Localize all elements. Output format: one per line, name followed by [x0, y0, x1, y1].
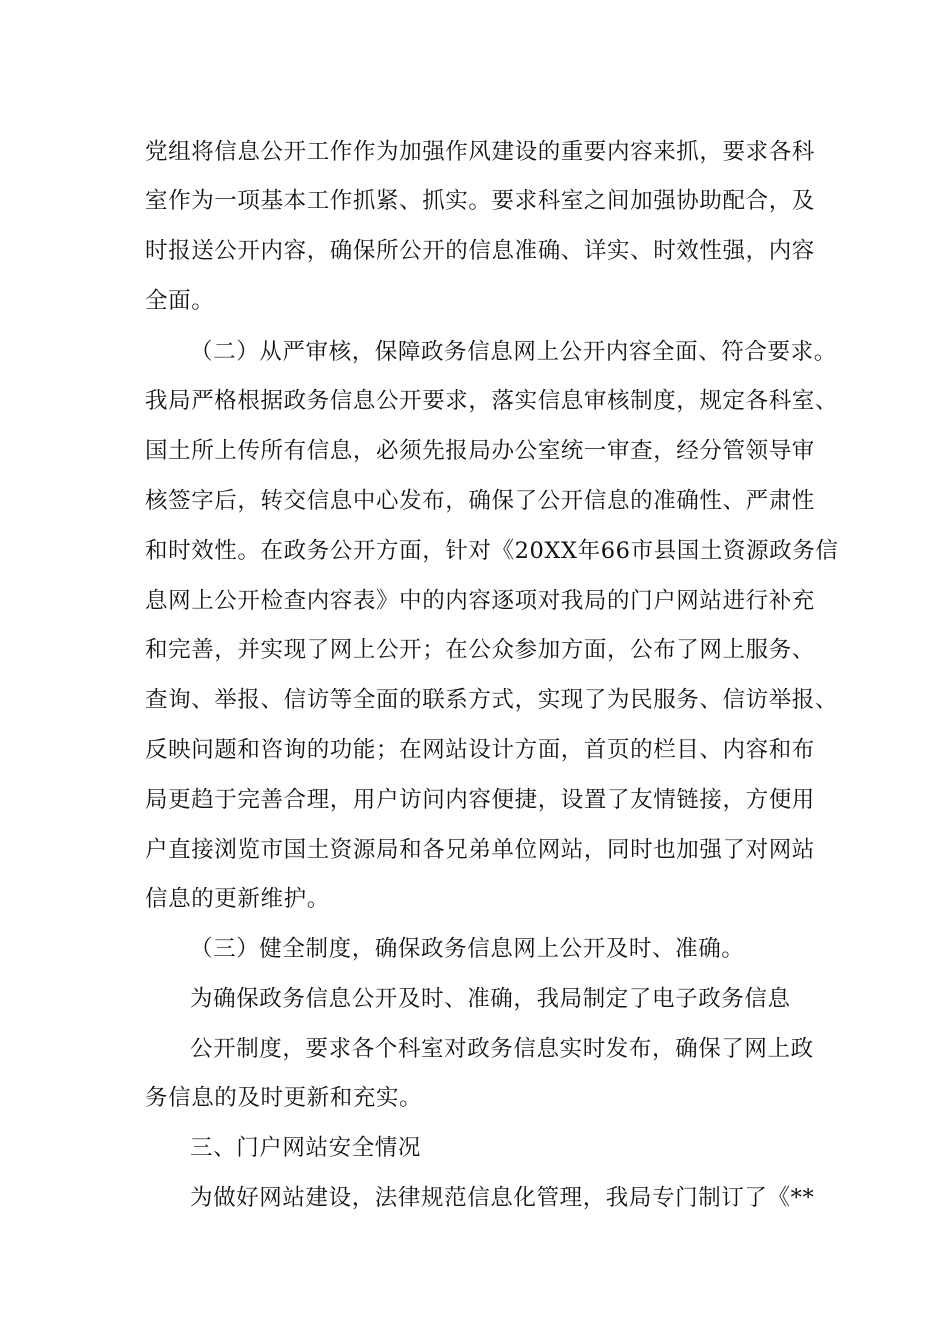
text-line: 户直接浏览市国土资源局和各兄弟单位网站，同时也加强了对网站	[145, 837, 815, 863]
text-line: 室作为一项基本工作抓紧、抓实。要求科室之间加强协助配合，及	[145, 188, 815, 214]
text-line: 国土所上传所有信息，必须先报局办公室统一审查，经分管领导审	[145, 438, 815, 464]
text-line: 党组将信息公开工作作为加强作风建设的重要内容来抓，要求各科	[145, 139, 815, 165]
text-line: 和完善，并实现了网上公开；在公众参加方面，公布了网上服务、	[145, 637, 815, 663]
text-line: 为确保政务信息公开及时、准确，我局制定了电子政务信息	[190, 986, 791, 1012]
text-line: 信息的更新维护。	[145, 886, 330, 912]
text-line: 反映问题和咨询的功能；在网站设计方面，首页的栏目、内容和布	[145, 737, 815, 763]
section-heading: （二）从严审核，保障政务信息网上公开内容全面、符合要求。	[190, 339, 837, 365]
text-line: 为做好网站建设，法律规范信息化管理，我局专门制订了《**	[190, 1185, 815, 1211]
text-line: 时报送公开内容，确保所公开的信息准确、详实、时效性强，内容	[145, 238, 815, 264]
text-line: 核签字后，转交信息中心发布，确保了公开信息的准确性、严肃性	[145, 488, 815, 514]
text-line: 全面。	[145, 288, 215, 314]
section-heading: （三）健全制度，确保政务信息网上公开及时、准确。	[190, 936, 745, 962]
text-line: 查询、举报、信访等全面的联系方式，实现了为民服务、信访举报、	[145, 687, 839, 713]
text-line: 息网上公开检查内容表》中的内容逐项对我局的门户网站进行补充	[145, 588, 815, 614]
text-line: 我局严格根据政务信息公开要求，落实信息审核制度，规定各科室、	[145, 388, 839, 414]
text-line: 局更趋于完善合理，用户访问内容便捷，设置了友情链接，方便用	[145, 787, 815, 813]
text-line: 和时效性。在政务公开方面，针对《20XX年66市县国土资源政务信	[145, 538, 839, 564]
text-line: 公开制度，要求各个科室对政务信息实时发布，确保了网上政	[190, 1036, 814, 1062]
text-line: 务信息的及时更新和充实。	[145, 1085, 423, 1111]
section-heading: 三、门户网站安全情况	[190, 1135, 422, 1161]
